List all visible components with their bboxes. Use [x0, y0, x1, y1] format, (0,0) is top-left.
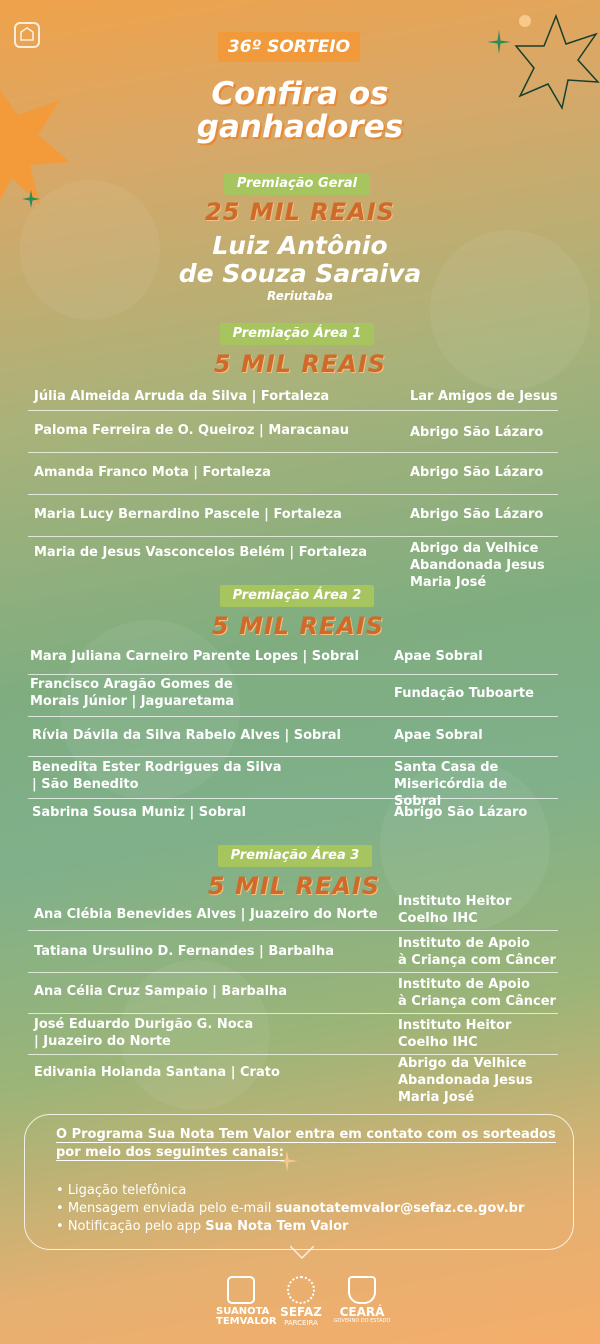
winner-name: Edivania Holanda Santana | Crato — [34, 1065, 280, 1080]
title-line-2: ganhadores — [196, 109, 404, 145]
channel-app — [56, 1218, 576, 1236]
channel-phone — [56, 1182, 576, 1200]
page-title — [150, 78, 450, 144]
area2-row — [28, 758, 558, 809]
contact-title-line-2: por meio dos seguintes canais: — [56, 1145, 284, 1160]
winner-name: Tatiana Ursulino D. Fernandes | Barbalha — [34, 944, 334, 959]
geral-winner-line-1: Luiz Antônio — [212, 231, 388, 260]
sun-star-icon — [0, 70, 80, 210]
geral-tag: Premiação Geral — [224, 173, 370, 195]
area1-amount: 5 MIL REAIS — [213, 350, 387, 378]
draw-number-badge: 36º SORTEIO — [218, 32, 360, 62]
contact-title — [56, 1126, 556, 1162]
ceara-logo-line-2: GOVERNO DO ESTADO — [333, 1318, 391, 1324]
area3-row — [28, 1016, 558, 1055]
area3-amount: 5 MIL REAIS — [207, 872, 381, 900]
app-name: Sua Nota Tem Valor — [205, 1219, 349, 1234]
geral-winner — [100, 232, 500, 288]
institution-name: Instituto de Apoio à Criança com Câncer — [398, 977, 556, 1009]
institution-name: Abrigo São Lázaro — [410, 507, 544, 522]
area2-row — [28, 644, 558, 675]
winner-name: José Eduardo Durigão G. Noca | Juazeiro do Norte — [34, 1017, 254, 1049]
area1-row — [28, 418, 558, 453]
geral-amount: 25 MIL REAIS — [205, 198, 395, 226]
ceara-coat-of-arms-icon — [348, 1276, 376, 1304]
title-line-1: Confira os — [211, 76, 389, 112]
winner-name: Ana Clébia Benevides Alves | Juazeiro do Norte — [34, 907, 378, 922]
sefaz-logo — [276, 1276, 326, 1329]
channel-email — [56, 1200, 576, 1218]
area2-amount: 5 MIL REAIS — [211, 612, 385, 640]
institution-name: Abrigo São Lázaro — [410, 465, 544, 480]
area2-tag: Premiação Área 2 — [220, 585, 374, 607]
institution-name: Instituto Heitor Coelho IHC — [398, 1018, 512, 1050]
ceara-logo-line-1: CEARÁ — [339, 1305, 385, 1319]
institution-name: Apae Sobral — [394, 728, 483, 743]
area1-row — [28, 540, 558, 590]
suanota-logo-icon — [227, 1276, 255, 1304]
institution-name: Lar Amigos de Jesus — [410, 389, 558, 404]
contact-email-link[interactable]: suanotatemvalor@sefaz.ce.gov.br — [275, 1201, 525, 1216]
sparkle-icon — [22, 190, 40, 208]
sefaz-logo-icon — [287, 1276, 315, 1304]
channel-phone-text: Ligação telefônica — [67, 1183, 187, 1198]
sefaz-logo-line-1: SEFAZ — [280, 1305, 322, 1319]
geral-city: Reriutaba — [267, 289, 333, 303]
institution-name: Fundação Tuboarte — [394, 686, 534, 701]
winner-name: Maria Lucy Bernardino Pascele | Fortaleza — [34, 507, 342, 522]
ceara-logo — [332, 1276, 392, 1324]
institution-name: Abrigo da Velhice Abandonada Jesus Maria José — [410, 541, 545, 590]
area2-row — [28, 676, 558, 717]
sefaz-logo-line-2: PARCEIRA — [284, 1319, 318, 1327]
program-logo-icon — [12, 20, 42, 50]
institution-name: Santa Casa de Misericórdia de Sobral — [394, 760, 508, 809]
winner-name: Rívia Dávila da Silva Rabelo Alves | Sobral — [32, 728, 341, 743]
area3-row — [28, 975, 558, 1014]
channel-app-prefix: Notificação pelo app — [67, 1219, 206, 1234]
dot-icon — [518, 14, 532, 28]
institution-name: Instituto Heitor Coelho IHC — [398, 894, 512, 926]
area1-tag: Premiação Área 1 — [220, 323, 374, 345]
winner-name: Francisco Aragão Gomes de Morais Júnior | Jaguaretama — [30, 677, 235, 709]
area3-row — [28, 892, 558, 931]
winner-name: Ana Célia Cruz Sampaio | Barbalha — [34, 984, 288, 999]
contact-channels-list — [56, 1182, 576, 1236]
suanota-logo — [216, 1276, 277, 1327]
institution-name: Abrigo da Velhice Abandonada Jesus Maria José — [398, 1056, 533, 1105]
suanota-logo-line-2: TEMVALOR — [216, 1316, 277, 1327]
speech-bubble-tail — [290, 1246, 314, 1260]
winner-name: Sabrina Sousa Muniz | Sobral — [32, 805, 246, 820]
area1-row — [28, 382, 558, 411]
institution-name: Abrigo São Lázaro — [410, 425, 544, 440]
area3-tag: Premiação Área 3 — [218, 845, 372, 867]
winner-name: Paloma Ferreira de O. Queiroz | Maracanau — [34, 423, 349, 438]
winner-name: Mara Juliana Carneiro Parente Lopes | Sobral — [30, 649, 359, 664]
area3-row — [28, 1054, 558, 1106]
area2-row — [28, 802, 558, 830]
institution-name: Abrigo São Lázaro — [394, 805, 528, 820]
sparkle-icon — [487, 30, 511, 54]
institution-name: Instituto de Apoio à Criança com Câncer — [398, 936, 556, 968]
area3-row — [28, 934, 558, 973]
winner-name: Benedita Ester Rodrigues da Silva | São Benedito — [32, 760, 282, 792]
area1-row — [28, 460, 558, 495]
channel-email-prefix: Mensagem enviada pelo e-mail — [67, 1201, 276, 1216]
area1-row — [28, 502, 558, 537]
winner-name: Amanda Franco Mota | Fortaleza — [34, 465, 271, 480]
suanota-logo-line-1: SUANOTA — [216, 1306, 270, 1317]
winner-name: Júlia Almeida Arruda da Silva | Fortaleza — [34, 389, 330, 404]
contact-title-line-1: O Programa Sua Nota Tem Valor entra em contato com os sorteados — [56, 1127, 556, 1142]
geral-winner-line-2: de Souza Saraiva — [178, 259, 422, 288]
winner-name: Maria de Jesus Vasconcelos Belém | Fortaleza — [34, 545, 367, 560]
institution-name: Apae Sobral — [394, 649, 483, 664]
area2-row — [28, 722, 558, 757]
